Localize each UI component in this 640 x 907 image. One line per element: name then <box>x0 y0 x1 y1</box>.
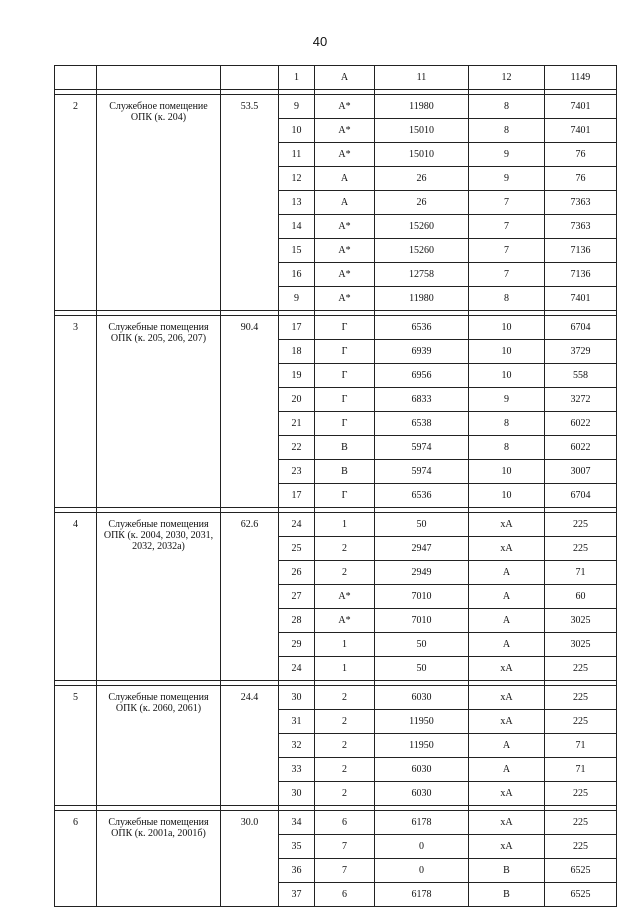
point-number: 22 <box>279 436 315 460</box>
point-number: 17 <box>279 316 315 340</box>
coordinate-value: 6030 <box>375 782 469 806</box>
coordinate-value: 50 <box>375 513 469 537</box>
table-row <box>55 95 617 119</box>
wall-type: 2 <box>315 734 375 758</box>
neighbor-code: 76 <box>545 167 617 191</box>
side-code: В <box>469 883 545 907</box>
coordinate-value: 6178 <box>375 883 469 907</box>
room-area: 30.0 <box>221 811 279 907</box>
coordinate-value: 12758 <box>375 263 469 287</box>
neighbor-code: 7401 <box>545 287 617 311</box>
side-code: хА <box>469 686 545 710</box>
side-code: хА <box>469 513 545 537</box>
point-number: 20 <box>279 388 315 412</box>
room-area: 53.5 <box>221 95 279 311</box>
point-number: 21 <box>279 412 315 436</box>
neighbor-code: 6704 <box>545 484 617 508</box>
coordinate-value: 26 <box>375 167 469 191</box>
side-code: 8 <box>469 436 545 460</box>
side-code: хА <box>469 710 545 734</box>
point-number: 37 <box>279 883 315 907</box>
wall-type: 1 <box>315 513 375 537</box>
neighbor-code: 6525 <box>545 883 617 907</box>
neighbor-code: 225 <box>545 537 617 561</box>
side-code: 8 <box>469 95 545 119</box>
neighbor-code: 225 <box>545 782 617 806</box>
coordinate-value: 11980 <box>375 95 469 119</box>
side-code: 8 <box>469 287 545 311</box>
coordinate-value: 6030 <box>375 758 469 782</box>
group-number: 5 <box>55 686 97 806</box>
point-number: 27 <box>279 585 315 609</box>
point-number: 16 <box>279 263 315 287</box>
side-code: 8 <box>469 119 545 143</box>
neighbor-code: 7363 <box>545 215 617 239</box>
neighbor-code: 3025 <box>545 633 617 657</box>
header-cell: 1 <box>279 66 315 90</box>
neighbor-code: 3272 <box>545 388 617 412</box>
room-area: 62.6 <box>221 513 279 681</box>
wall-type: А* <box>315 585 375 609</box>
neighbor-code: 6022 <box>545 436 617 460</box>
neighbor-code: 76 <box>545 143 617 167</box>
neighbor-code: 7136 <box>545 239 617 263</box>
neighbor-code: 225 <box>545 657 617 681</box>
coordinate-value: 6956 <box>375 364 469 388</box>
wall-type: 1 <box>315 657 375 681</box>
point-number: 34 <box>279 811 315 835</box>
wall-type: А* <box>315 95 375 119</box>
coordinate-value: 2949 <box>375 561 469 585</box>
coordinate-value: 50 <box>375 657 469 681</box>
point-number: 28 <box>279 609 315 633</box>
point-number: 9 <box>279 95 315 119</box>
wall-type: Г <box>315 412 375 436</box>
coordinate-value: 11980 <box>375 287 469 311</box>
point-number: 26 <box>279 561 315 585</box>
header-cell: 12 <box>469 66 545 90</box>
coordinate-value: 50 <box>375 633 469 657</box>
header-cell <box>55 66 97 90</box>
wall-type: А* <box>315 287 375 311</box>
point-number: 36 <box>279 859 315 883</box>
table-row <box>55 513 617 537</box>
side-code: 10 <box>469 340 545 364</box>
neighbor-code: 3729 <box>545 340 617 364</box>
point-number: 23 <box>279 460 315 484</box>
coordinates-table <box>54 65 617 907</box>
coordinate-value: 26 <box>375 191 469 215</box>
wall-type: В <box>315 436 375 460</box>
wall-type: 7 <box>315 859 375 883</box>
room-name: Служебные помещения ОПК (к. 2060, 2061) <box>97 686 221 806</box>
header-cell: 11 <box>375 66 469 90</box>
wall-type: А* <box>315 119 375 143</box>
point-number: 17 <box>279 484 315 508</box>
coordinate-value: 11950 <box>375 710 469 734</box>
point-number: 30 <box>279 686 315 710</box>
wall-type: Г <box>315 316 375 340</box>
coordinate-value: 5974 <box>375 460 469 484</box>
coordinate-value: 6030 <box>375 686 469 710</box>
coordinate-value: 7010 <box>375 585 469 609</box>
neighbor-code: 7401 <box>545 95 617 119</box>
wall-type: 2 <box>315 686 375 710</box>
neighbor-code: 6704 <box>545 316 617 340</box>
point-number: 29 <box>279 633 315 657</box>
side-code: А <box>469 609 545 633</box>
coordinate-value: 6536 <box>375 484 469 508</box>
point-number: 33 <box>279 758 315 782</box>
point-number: 15 <box>279 239 315 263</box>
side-code: 9 <box>469 143 545 167</box>
point-number: 35 <box>279 835 315 859</box>
coordinate-value: 6538 <box>375 412 469 436</box>
point-number: 19 <box>279 364 315 388</box>
neighbor-code: 71 <box>545 758 617 782</box>
side-code: В <box>469 859 545 883</box>
neighbor-code: 6525 <box>545 859 617 883</box>
wall-type: А <box>315 167 375 191</box>
wall-type: 6 <box>315 883 375 907</box>
side-code: 10 <box>469 460 545 484</box>
coordinate-value: 0 <box>375 835 469 859</box>
wall-type: 1 <box>315 633 375 657</box>
coordinate-value: 15260 <box>375 215 469 239</box>
point-number: 18 <box>279 340 315 364</box>
coordinate-value: 2947 <box>375 537 469 561</box>
point-number: 31 <box>279 710 315 734</box>
side-code: хА <box>469 835 545 859</box>
side-code: А <box>469 734 545 758</box>
coordinate-value: 15010 <box>375 119 469 143</box>
side-code: 7 <box>469 263 545 287</box>
room-area: 24.4 <box>221 686 279 806</box>
wall-type: Г <box>315 340 375 364</box>
group-number: 2 <box>55 95 97 311</box>
point-number: 24 <box>279 657 315 681</box>
wall-type: 2 <box>315 561 375 585</box>
wall-type: 2 <box>315 710 375 734</box>
point-number: 32 <box>279 734 315 758</box>
coordinate-value: 11950 <box>375 734 469 758</box>
side-code: А <box>469 633 545 657</box>
side-code: 7 <box>469 191 545 215</box>
coordinate-value: 0 <box>375 859 469 883</box>
coordinate-value: 7010 <box>375 609 469 633</box>
neighbor-code: 3025 <box>545 609 617 633</box>
side-code: А <box>469 585 545 609</box>
coordinate-value: 6939 <box>375 340 469 364</box>
group-number: 6 <box>55 811 97 907</box>
room-name: Служебные помещения ОПК (к. 2004, 2030, 2031, 2032, 2032а) <box>97 513 221 681</box>
side-code: 9 <box>469 388 545 412</box>
point-number: 13 <box>279 191 315 215</box>
side-code: А <box>469 758 545 782</box>
neighbor-code: 225 <box>545 710 617 734</box>
group-number: 3 <box>55 316 97 508</box>
point-number: 10 <box>279 119 315 143</box>
header-cell: 1149 <box>545 66 617 90</box>
neighbor-code: 225 <box>545 686 617 710</box>
neighbor-code: 7363 <box>545 191 617 215</box>
page-number: 40 <box>312 34 328 49</box>
group-number: 4 <box>55 513 97 681</box>
coordinate-value: 6536 <box>375 316 469 340</box>
neighbor-code: 7136 <box>545 263 617 287</box>
side-code: 10 <box>469 364 545 388</box>
point-number: 11 <box>279 143 315 167</box>
wall-type: А* <box>315 239 375 263</box>
wall-type: А* <box>315 263 375 287</box>
point-number: 9 <box>279 287 315 311</box>
side-code: 9 <box>469 167 545 191</box>
side-code: 10 <box>469 316 545 340</box>
coordinate-value: 5974 <box>375 436 469 460</box>
neighbor-code: 558 <box>545 364 617 388</box>
neighbor-code: 60 <box>545 585 617 609</box>
neighbor-code: 6022 <box>545 412 617 436</box>
side-code: 10 <box>469 484 545 508</box>
header-cell <box>221 66 279 90</box>
coordinate-value: 15010 <box>375 143 469 167</box>
side-code: хА <box>469 782 545 806</box>
coordinate-value: 15260 <box>375 239 469 263</box>
side-code: А <box>469 561 545 585</box>
coordinate-value: 6833 <box>375 388 469 412</box>
wall-type: 2 <box>315 537 375 561</box>
neighbor-code: 3007 <box>545 460 617 484</box>
wall-type: Г <box>315 484 375 508</box>
table-row <box>55 811 617 835</box>
point-number: 12 <box>279 167 315 191</box>
wall-type: 7 <box>315 835 375 859</box>
side-code: хА <box>469 657 545 681</box>
room-name: Служебные помещения ОПК (к. 205, 206, 207) <box>97 316 221 508</box>
wall-type: А <box>315 191 375 215</box>
header-row <box>55 66 617 90</box>
wall-type: Г <box>315 388 375 412</box>
side-code: 7 <box>469 239 545 263</box>
side-code: 7 <box>469 215 545 239</box>
point-number: 25 <box>279 537 315 561</box>
wall-type: 2 <box>315 758 375 782</box>
coordinate-value: 6178 <box>375 811 469 835</box>
point-number: 14 <box>279 215 315 239</box>
wall-type: 2 <box>315 782 375 806</box>
neighbor-code: 225 <box>545 835 617 859</box>
wall-type: А* <box>315 215 375 239</box>
wall-type: А* <box>315 143 375 167</box>
wall-type: Г <box>315 364 375 388</box>
table-row <box>55 686 617 710</box>
room-area: 90.4 <box>221 316 279 508</box>
room-name: Служебное помещение ОПК (к. 204) <box>97 95 221 311</box>
neighbor-code: 71 <box>545 561 617 585</box>
neighbor-code: 71 <box>545 734 617 758</box>
table-row <box>55 316 617 340</box>
header-cell: A <box>315 66 375 90</box>
point-number: 24 <box>279 513 315 537</box>
neighbor-code: 225 <box>545 513 617 537</box>
room-name: Служебные помещения ОПК (к. 2001а, 2001б) <box>97 811 221 907</box>
side-code: хА <box>469 811 545 835</box>
wall-type: В <box>315 460 375 484</box>
side-code: хА <box>469 537 545 561</box>
point-number: 30 <box>279 782 315 806</box>
neighbor-code: 225 <box>545 811 617 835</box>
wall-type: 6 <box>315 811 375 835</box>
wall-type: А* <box>315 609 375 633</box>
side-code: 8 <box>469 412 545 436</box>
neighbor-code: 7401 <box>545 119 617 143</box>
header-cell <box>97 66 221 90</box>
